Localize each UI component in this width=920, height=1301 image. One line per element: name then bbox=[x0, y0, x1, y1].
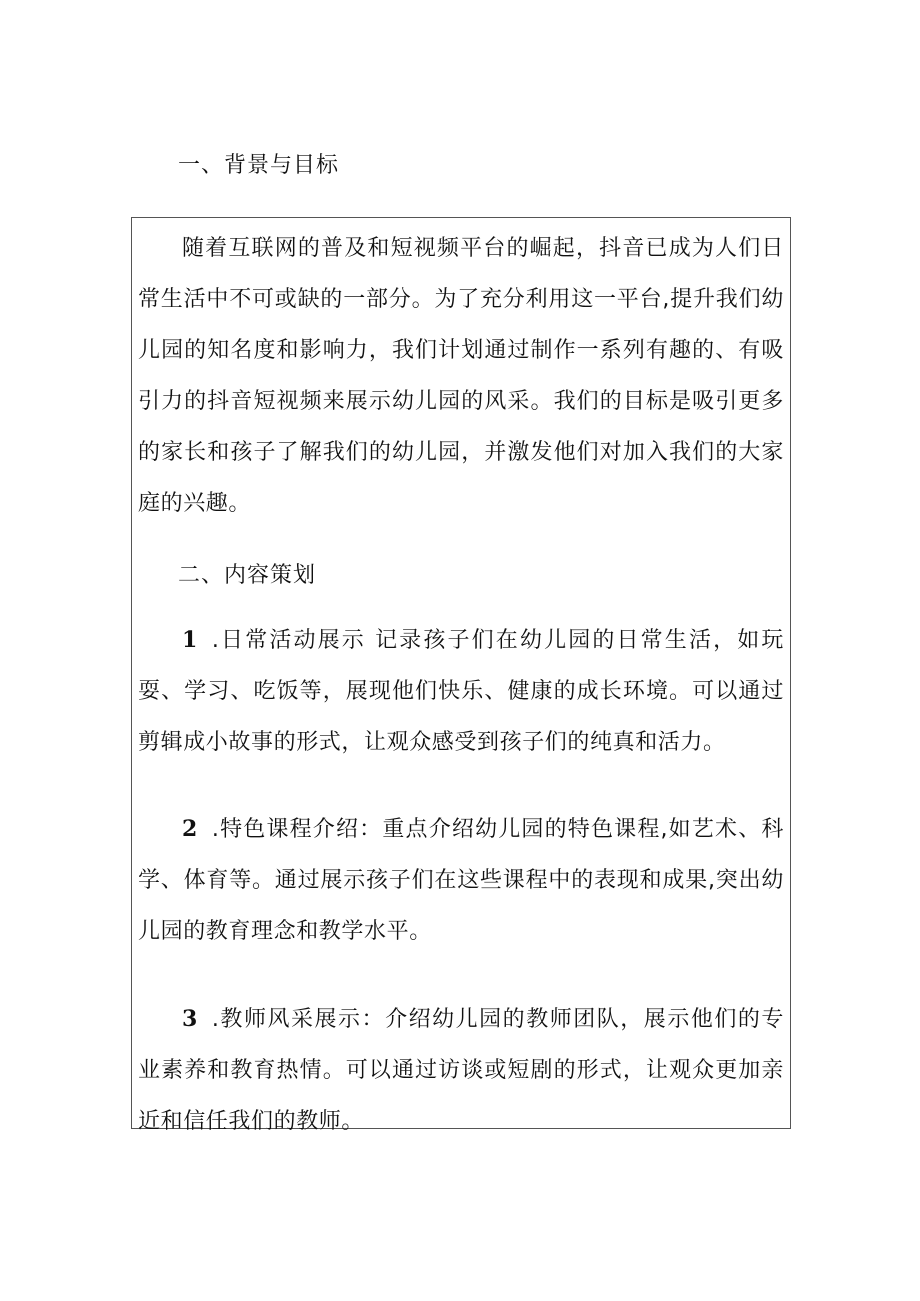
section-heading-content-plan: 二、内容策划 bbox=[178, 563, 317, 588]
list-item bbox=[132, 804, 790, 957]
content-box bbox=[131, 217, 791, 1134]
section-heading-background: 一、背景与目标 bbox=[178, 153, 340, 178]
item-text: .教师风采展示：介绍幼儿园的教师团队，展示他们的专业素养和教育热情。可以通过访谈或短剧的形式，让观众更加亲近和信任我们的教师。 bbox=[138, 1007, 784, 1134]
list-item bbox=[132, 994, 790, 1147]
item-text: .特色课程介绍：重点介绍幼儿园的特色课程,如艺术、科学、体育等。通过展示孩子们在这些课程中的表现和成果,突出幼儿园的教育理念和教学水平。 bbox=[138, 817, 784, 944]
background-paragraph: 随着互联网的普及和短视频平台的崛起，抖音已成为人们日常生活中不可或缺的一部分。为了充分利用这一平台,提升我们幼儿园的知名度和影响力，我们计划通过制作一系列有趣的、有吸引力的抖音短视频来展示幼儿园的风采。我们的目标是吸引更多的家长和孩子了解我们的幼儿园，并激发他们对加入我们的大家庭的兴趣。 bbox=[138, 236, 784, 516]
item-number: 2 bbox=[182, 816, 198, 842]
item-number: 1 bbox=[182, 627, 198, 653]
list-item bbox=[132, 615, 790, 768]
item-text: .日常活动展示 记录孩子们在幼儿园的日常生活，如玩耍、学习、吃饭等，展现他们快乐、健康的成长环境。可以通过剪辑成小故事的形式，让观众感受到孩子们的纯真和活力。 bbox=[138, 628, 784, 755]
item-number: 3 bbox=[182, 1006, 198, 1032]
